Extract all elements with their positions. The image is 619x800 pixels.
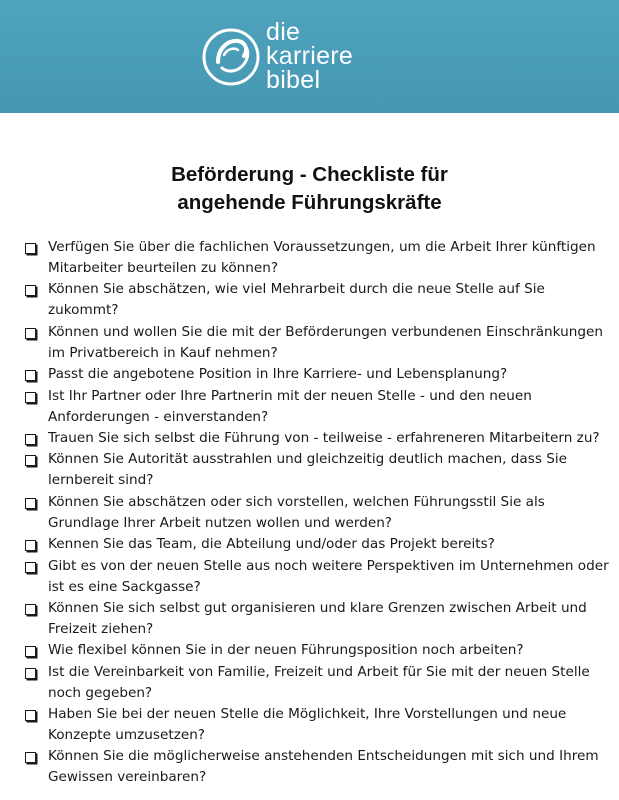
checklist-item-text: Trauen Sie sich selbst die Führung von - teilweise - erfahreneren Mitarbeitern zu? xyxy=(48,429,600,446)
header-banner xyxy=(0,0,619,113)
checklist-item xyxy=(24,449,616,491)
checkbox-icon[interactable] xyxy=(25,646,36,657)
checklist-item xyxy=(24,640,616,661)
checklist xyxy=(24,237,616,789)
die-karriere-bibel-logo-icon xyxy=(200,26,262,88)
checkbox-icon[interactable] xyxy=(25,328,36,339)
checklist-item xyxy=(24,598,616,640)
checklist-item-text: Passt die angebotene Position in Ihre Karriere- und Lebensplanung? xyxy=(48,366,508,383)
checklist-item xyxy=(24,237,616,279)
checklist-item xyxy=(24,364,616,385)
title-line-1: Beförderung - Checkliste für xyxy=(171,162,448,186)
logo-text xyxy=(266,20,353,92)
checklist-item-text: Verfügen Sie über die fachlichen Voraussetzungen, um die Arbeit Ihrer künftigen Mitarbeiter beurteilen zu können? xyxy=(48,239,596,276)
checklist-item xyxy=(24,428,616,449)
checkbox-icon[interactable] xyxy=(25,370,36,381)
checklist-item-text: Können Sie Autorität ausstrahlen und gleichzeitig deutlich machen, dass Sie lernbereit sind? xyxy=(48,451,568,489)
checkbox-icon[interactable] xyxy=(25,562,36,573)
checkbox-icon[interactable] xyxy=(25,498,36,509)
logo[interactable] xyxy=(200,20,380,100)
checkbox-icon[interactable] xyxy=(25,392,36,403)
checklist-item xyxy=(24,322,616,364)
title-line-2: angehende Führungskräfte xyxy=(177,190,442,214)
checkbox-icon[interactable] xyxy=(25,434,36,445)
checklist-item xyxy=(24,279,616,321)
logo-line-3: bibel xyxy=(266,66,321,94)
logo-line-1: die xyxy=(266,18,301,46)
checklist-item-text: Haben Sie bei der neuen Stelle die Möglichkeit, Ihre Vorstellungen und neue Konzepte umzusetzen? xyxy=(48,706,567,744)
logo-line-2: karriere xyxy=(266,42,354,70)
checkbox-icon[interactable] xyxy=(25,710,36,721)
checklist-item xyxy=(24,746,616,788)
checklist-item-text: Können Sie die möglicherweise anstehenden Entscheidungen mit sich und Ihrem Gewissen vereinbaren? xyxy=(48,748,599,786)
checkbox-icon[interactable] xyxy=(25,604,36,615)
checkbox-icon[interactable] xyxy=(25,243,36,254)
checkbox-icon[interactable] xyxy=(25,668,36,679)
checklist-item-text: Wie flexibel können Sie in der neuen Führungsposition noch arbeiten? xyxy=(48,642,524,659)
checklist-item-text: Können Sie sich selbst gut organisieren und klare Grenzen zwischen Arbeit und Freizeit ziehen? xyxy=(48,599,587,637)
checkbox-icon[interactable] xyxy=(25,285,36,296)
checklist-item xyxy=(24,556,616,598)
checklist-item-text: Ist die Vereinbarkeit von Familie, Freizeit und Arbeit für Sie mit der neuen Stelle noch gegeben? xyxy=(48,663,590,701)
checklist-item xyxy=(24,492,616,534)
checkbox-icon[interactable] xyxy=(25,752,36,763)
checklist-item xyxy=(24,704,616,746)
checkbox-icon[interactable] xyxy=(25,455,36,466)
checklist-item-text: Kennen Sie das Team, die Abteilung und/oder das Projekt bereits? xyxy=(48,536,495,553)
checkbox-icon[interactable] xyxy=(25,540,36,551)
checklist-item-text: Können Sie abschätzen, wie viel Mehrarbeit durch die neue Stelle auf Sie zukommt? xyxy=(48,281,545,319)
checklist-item-text: Ist Ihr Partner oder Ihre Partnerin mit der neuen Stelle - und den neuen Anforderungen - einverstanden? xyxy=(48,387,532,425)
checklist-item-text: Können Sie abschätzen oder sich vorstellen, welchen Führungsstil Sie als Grundlage Ihrer Arbeit nutzen wollen und werden? xyxy=(48,493,545,531)
page-title xyxy=(0,161,619,217)
checklist-item xyxy=(24,386,616,428)
checklist-item-text: Können und wollen Sie die mit der Beförderungen verbundenen Einschränkungen im Privatbereich in Kauf nehmen? xyxy=(48,323,603,361)
checklist-item xyxy=(24,662,616,704)
checklist-item xyxy=(24,534,616,555)
checklist-item-text: Gibt es von der neuen Stelle aus noch weitere Perspektiven im Unternehmen oder ist es eine Sackgasse? xyxy=(48,557,609,595)
